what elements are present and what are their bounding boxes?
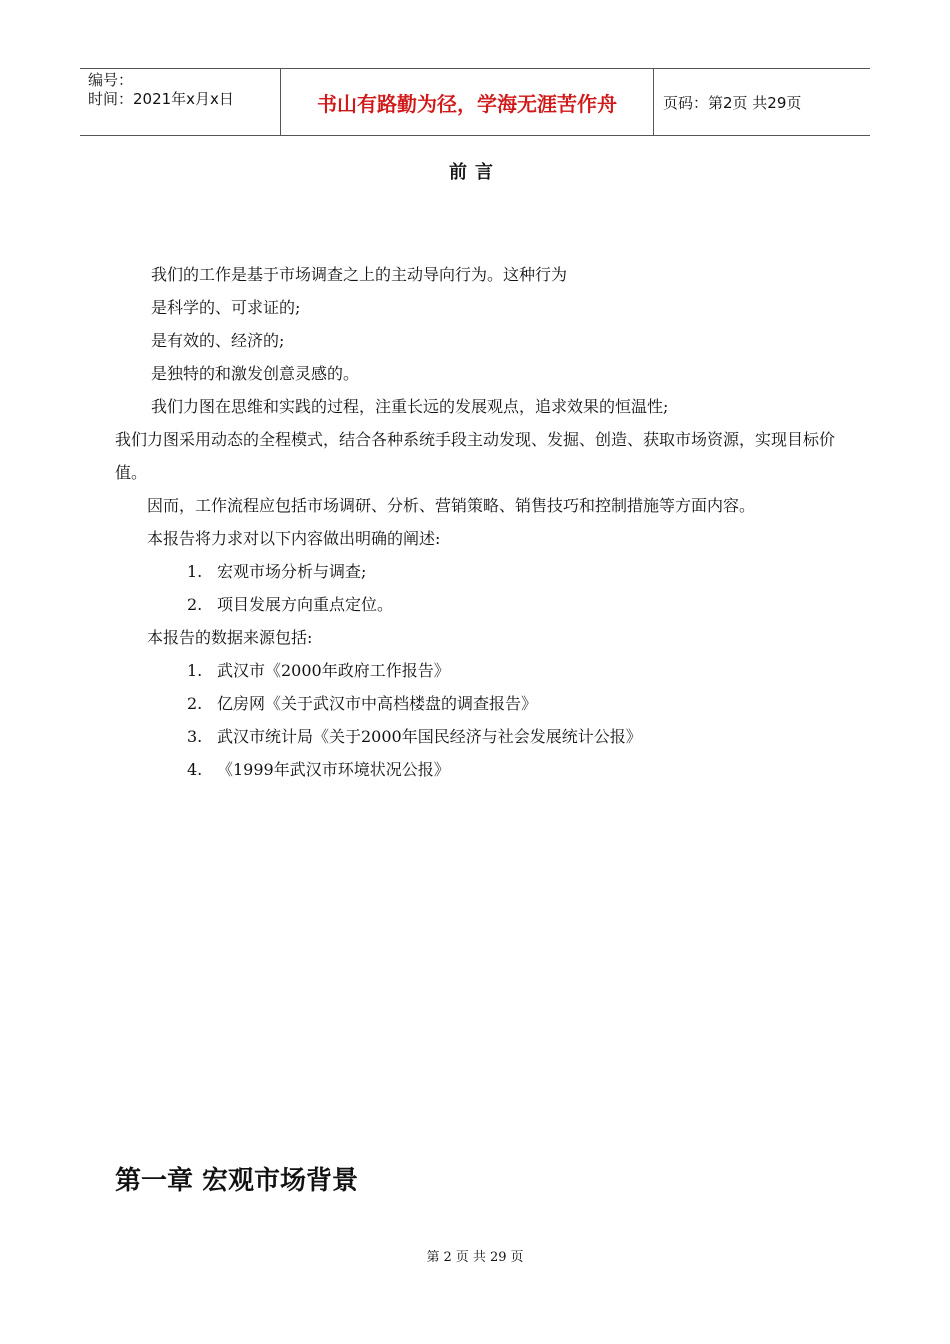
list-item: [187, 588, 840, 621]
list-number: 1.: [187, 661, 203, 680]
preface-title: 前言: [449, 162, 501, 183]
footer-suffix: 页: [510, 1250, 524, 1265]
header-page-info: 页码：第2页 共29页: [663, 93, 802, 112]
footer-total-pages: 29: [489, 1250, 507, 1265]
footer-middle: 页 共: [455, 1250, 486, 1265]
list-text: 项目发展方向重点定位。: [217, 595, 394, 614]
list-text: 宏观市场分析与调查;: [217, 562, 367, 581]
list-text: 武汉市统计局《关于2000年国民经济与社会发展统计公报》: [217, 727, 642, 746]
document-number-label: 编号：: [88, 71, 134, 89]
document-date-label: 时间：2021年x月x日: [88, 90, 234, 108]
footer-current-page: 2: [443, 1250, 452, 1265]
list-text: 《1999年武汉市环境状况公报》: [217, 760, 450, 779]
source-list: [115, 654, 840, 786]
list-text: 亿房网《关于武汉市中高档楼盘的调查报告》: [217, 694, 538, 713]
list-item: [187, 654, 840, 687]
header-motto: 书山有路勤为径，学海无涯苦作舟: [281, 69, 654, 135]
paragraph: 因而，工作流程应包括市场调研、分析、营销策略、销售技巧和控制措施等方面内容。: [147, 496, 756, 515]
list-item: [187, 720, 840, 753]
list-item: [187, 753, 840, 786]
list-text: 武汉市《2000年政府工作报告》: [217, 661, 450, 680]
list-number: 2.: [187, 595, 203, 614]
paragraph: 是独特的和激发创意灵感的。: [151, 364, 360, 383]
page-footer: [0, 1246, 950, 1265]
list-number: 1.: [187, 562, 203, 581]
paragraph: 是科学的、可求证的;: [151, 298, 301, 317]
list-number: 4.: [187, 760, 203, 779]
paragraph: 本报告将力求对以下内容做出明确的阐述:: [147, 529, 441, 548]
paragraph: 我们力图采用动态的全程模式，结合各种系统手段主动发现、发掘、创造、获取市场资源，实现目标价值。: [115, 430, 836, 482]
header-info-cell: [80, 69, 281, 135]
paragraph: 是有效的、经济的;: [151, 331, 285, 350]
list-number: 2.: [187, 694, 203, 713]
paragraph: 我们力图在思维和实践的过程，注重长远的发展观点，追求效果的恒温性;: [151, 397, 669, 416]
document-header: [80, 68, 870, 136]
paragraph: 本报告的数据来源包括:: [147, 628, 313, 647]
chapter-title: 第一章 宏观市场背景: [115, 1166, 359, 1196]
list-number: 3.: [187, 727, 203, 746]
content-list: [115, 555, 840, 621]
list-item: [187, 687, 840, 720]
footer-prefix: 第: [426, 1250, 440, 1265]
list-item: [187, 555, 840, 588]
preface-body: [115, 258, 840, 786]
paragraph: 我们的工作是基于市场调查之上的主动导向行为。这种行为: [151, 265, 568, 284]
